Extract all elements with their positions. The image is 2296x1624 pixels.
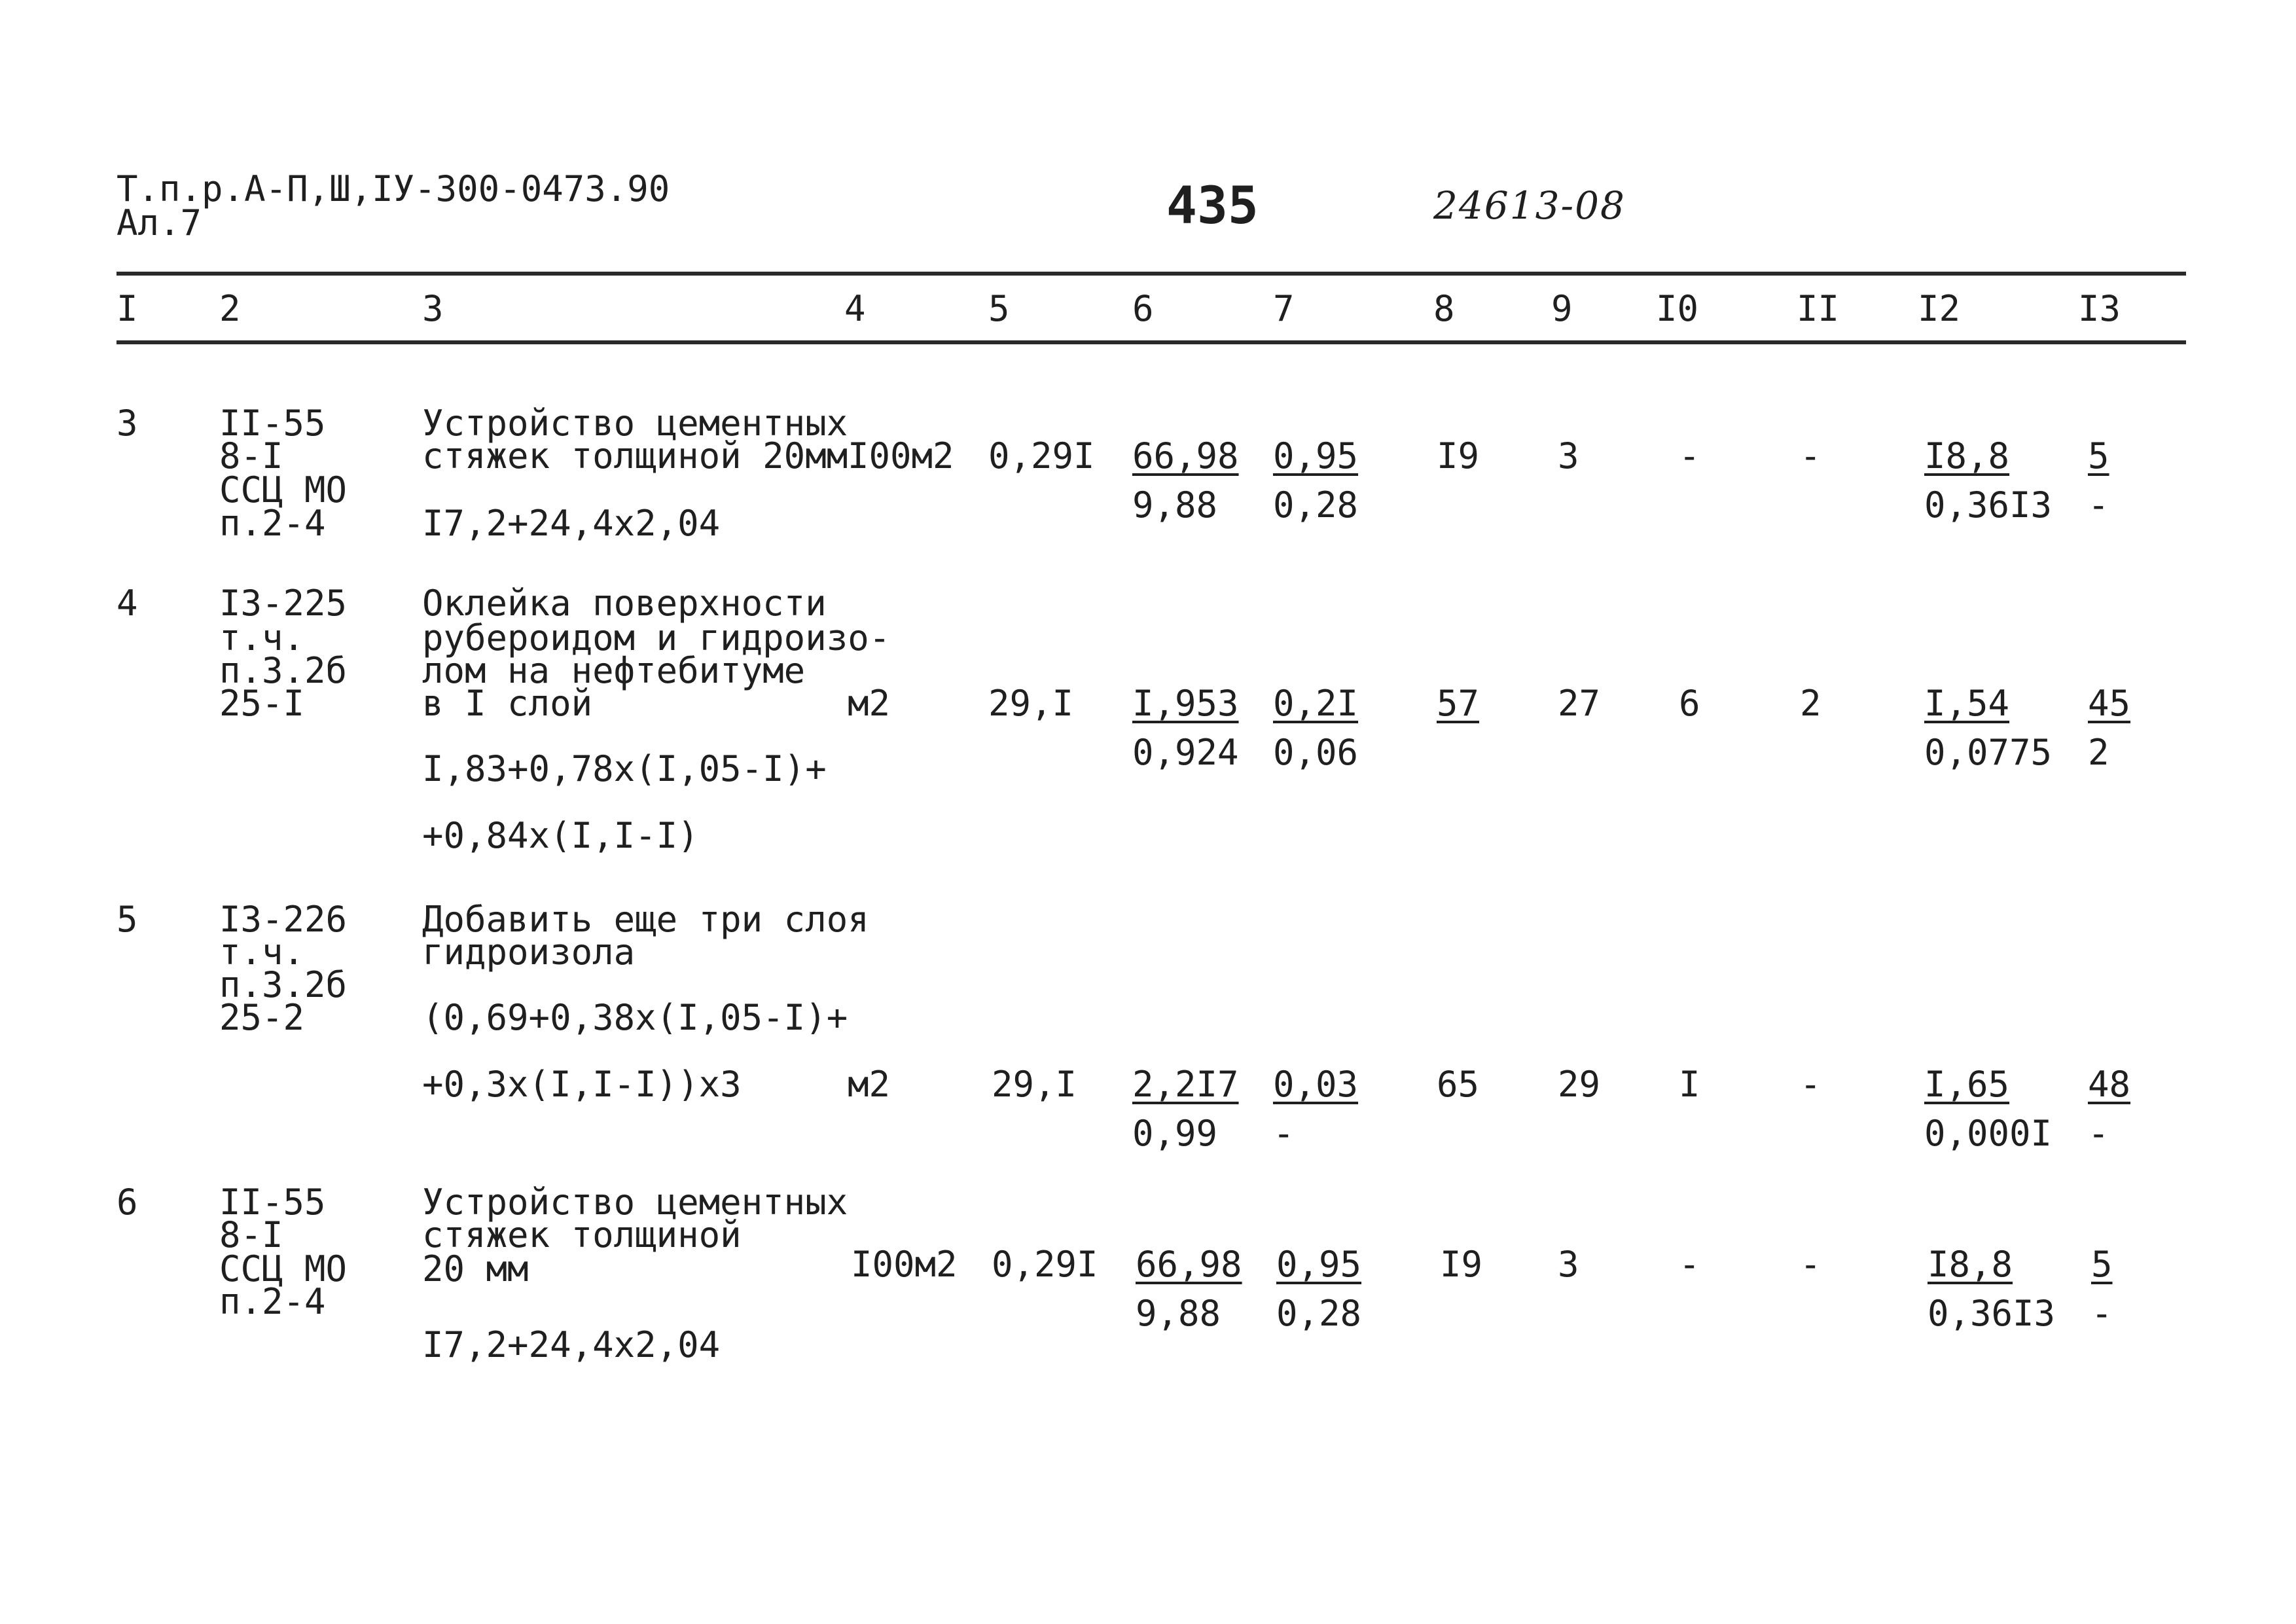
col6-bottom: 0,99 xyxy=(1132,1113,1218,1154)
column-header-9: 9 xyxy=(1551,288,1573,329)
code-line: 25-2 xyxy=(219,997,305,1038)
col8: I9 xyxy=(1440,1244,1483,1285)
column-header-1: I xyxy=(117,288,138,329)
row-number: 4 xyxy=(117,583,138,624)
description-line: Добавить еще три слоя xyxy=(422,899,869,940)
col7-bottom: 0,28 xyxy=(1276,1293,1362,1334)
col7-top: 0,2I xyxy=(1273,683,1359,724)
row-number: 3 xyxy=(117,403,138,444)
code-line: 8-I xyxy=(219,435,283,477)
col12-bottom: 0,0775 xyxy=(1924,732,2053,773)
col9: 3 xyxy=(1558,435,1579,477)
code-line: п.3.2б xyxy=(219,650,348,691)
unit: I00м2 xyxy=(848,435,954,477)
description-line: стяжек толщиной 20мм xyxy=(422,435,848,477)
col6-bottom: 9,88 xyxy=(1136,1293,1221,1334)
column-header-13: I3 xyxy=(2078,288,2121,329)
col9: 27 xyxy=(1558,683,1601,724)
code-line: ССЦ МО xyxy=(219,1248,348,1290)
formula-line: I,83+0,78х(I,05-I)+ xyxy=(422,748,827,789)
col12-bottom: 0,000I xyxy=(1924,1113,2053,1154)
description-line: Устройство цементных xyxy=(422,403,848,444)
col11: 2 xyxy=(1800,683,1821,724)
col6-top: I,953 xyxy=(1132,683,1239,724)
column-header-5: 5 xyxy=(988,288,1010,329)
unit: I00м2 xyxy=(851,1244,958,1285)
col13-top: 48 xyxy=(2088,1064,2131,1105)
code-line: 8-I xyxy=(219,1214,283,1255)
header-bottom-rule xyxy=(117,340,2186,344)
col7-top: 0,95 xyxy=(1276,1244,1362,1285)
col7-bottom: 0,06 xyxy=(1273,732,1359,773)
col13-bottom: - xyxy=(2088,484,2109,526)
page-number: 435 xyxy=(1166,177,1259,236)
column-header-8: 8 xyxy=(1433,288,1455,329)
description-line: гидроизола xyxy=(422,931,636,973)
col12-top: I8,8 xyxy=(1924,435,2010,477)
col11: - xyxy=(1800,1064,1821,1105)
col13-bottom: 2 xyxy=(2088,732,2109,773)
col11: - xyxy=(1800,435,1821,477)
col10: - xyxy=(1679,435,1700,477)
col12-top: I,54 xyxy=(1924,683,2010,724)
quantity: 0,29I xyxy=(992,1244,1098,1285)
description-line: в I слой xyxy=(422,683,593,724)
document-reference: Т.п.р.А-П,Ш,IУ-300-0473.90 xyxy=(117,168,670,209)
col13-bottom: - xyxy=(2091,1293,2113,1334)
description-line: рубероидом и гидроизо- xyxy=(422,617,891,659)
col7-top: 0,03 xyxy=(1273,1064,1359,1105)
col8: 57 xyxy=(1437,683,1480,724)
col10: I xyxy=(1679,1064,1700,1105)
col7-top: 0,95 xyxy=(1273,435,1359,477)
code-line: т.ч. xyxy=(219,931,305,973)
formula-line: I7,2+24,4х2,04 xyxy=(422,1324,721,1365)
code-line: II-55 xyxy=(219,1182,326,1223)
code-line: I3-226 xyxy=(219,899,348,940)
column-header-4: 4 xyxy=(844,288,866,329)
code-line: п.3.2б xyxy=(219,964,348,1005)
code-line: 25-I xyxy=(219,683,305,724)
col13-top: 5 xyxy=(2091,1244,2113,1285)
handwritten-number: 24613-08 xyxy=(1433,183,1626,228)
column-header-12: I2 xyxy=(1918,288,1961,329)
quantity: 29,I xyxy=(992,1064,1077,1105)
code-line: II-55 xyxy=(219,403,326,444)
col12-bottom: 0,36I3 xyxy=(1924,484,2053,526)
column-header-7: 7 xyxy=(1273,288,1295,329)
row-number: 6 xyxy=(117,1182,138,1223)
column-header-3: 3 xyxy=(422,288,444,329)
col6-top: 66,98 xyxy=(1136,1244,1242,1285)
column-header-2: 2 xyxy=(219,288,241,329)
code-line: т.ч. xyxy=(219,617,305,659)
col13-bottom: - xyxy=(2088,1113,2109,1154)
col6-top: 2,2I7 xyxy=(1132,1064,1239,1105)
col12-bottom: 0,36I3 xyxy=(1928,1293,2056,1334)
table-top-rule xyxy=(117,272,2186,276)
code-line: I3-225 xyxy=(219,583,348,624)
description-line: 20 мм xyxy=(422,1248,529,1290)
quantity: 29,I xyxy=(988,683,1074,724)
col7-bottom: - xyxy=(1273,1113,1295,1154)
formula-line: +0,3х(I,I-I))х3 xyxy=(422,1064,742,1105)
col13-top: 5 xyxy=(2088,435,2109,477)
col11: - xyxy=(1800,1244,1821,1285)
code-line: ССЦ МО xyxy=(219,469,348,511)
col12-top: I,65 xyxy=(1924,1064,2010,1105)
description-line: стяжек толщиной xyxy=(422,1214,742,1255)
unit: м2 xyxy=(848,1064,891,1105)
description-line: Устройство цементных xyxy=(422,1182,848,1223)
col12-top: I8,8 xyxy=(1928,1244,2013,1285)
col9: 29 xyxy=(1558,1064,1601,1105)
col7-bottom: 0,28 xyxy=(1273,484,1359,526)
col9: 3 xyxy=(1558,1244,1579,1285)
col6-bottom: 9,88 xyxy=(1132,484,1218,526)
quantity: 0,29I xyxy=(988,435,1095,477)
code-line: п.2-4 xyxy=(219,503,326,544)
col8: 65 xyxy=(1437,1064,1480,1105)
formula-line: +0,84х(I,I-I) xyxy=(422,815,699,856)
column-header-10: I0 xyxy=(1656,288,1699,329)
code-line: п.2-4 xyxy=(219,1281,326,1322)
col10: - xyxy=(1679,1244,1700,1285)
description-line: Оклейка поверхности xyxy=(422,583,827,624)
formula-line: (0,69+0,38х(I,05-I)+ xyxy=(422,997,848,1038)
album-number: Ал.7 xyxy=(117,202,202,244)
column-header-11: II xyxy=(1797,288,1840,329)
description-line: лом на нефтебитуме xyxy=(422,650,806,691)
col10: 6 xyxy=(1679,683,1700,724)
formula-line: I7,2+24,4х2,04 xyxy=(422,503,721,544)
unit: м2 xyxy=(848,683,891,724)
col8: I9 xyxy=(1437,435,1480,477)
col13-top: 45 xyxy=(2088,683,2131,724)
column-header-6: 6 xyxy=(1132,288,1154,329)
col6-bottom: 0,924 xyxy=(1132,732,1239,773)
col6-top: 66,98 xyxy=(1132,435,1239,477)
row-number: 5 xyxy=(117,899,138,940)
